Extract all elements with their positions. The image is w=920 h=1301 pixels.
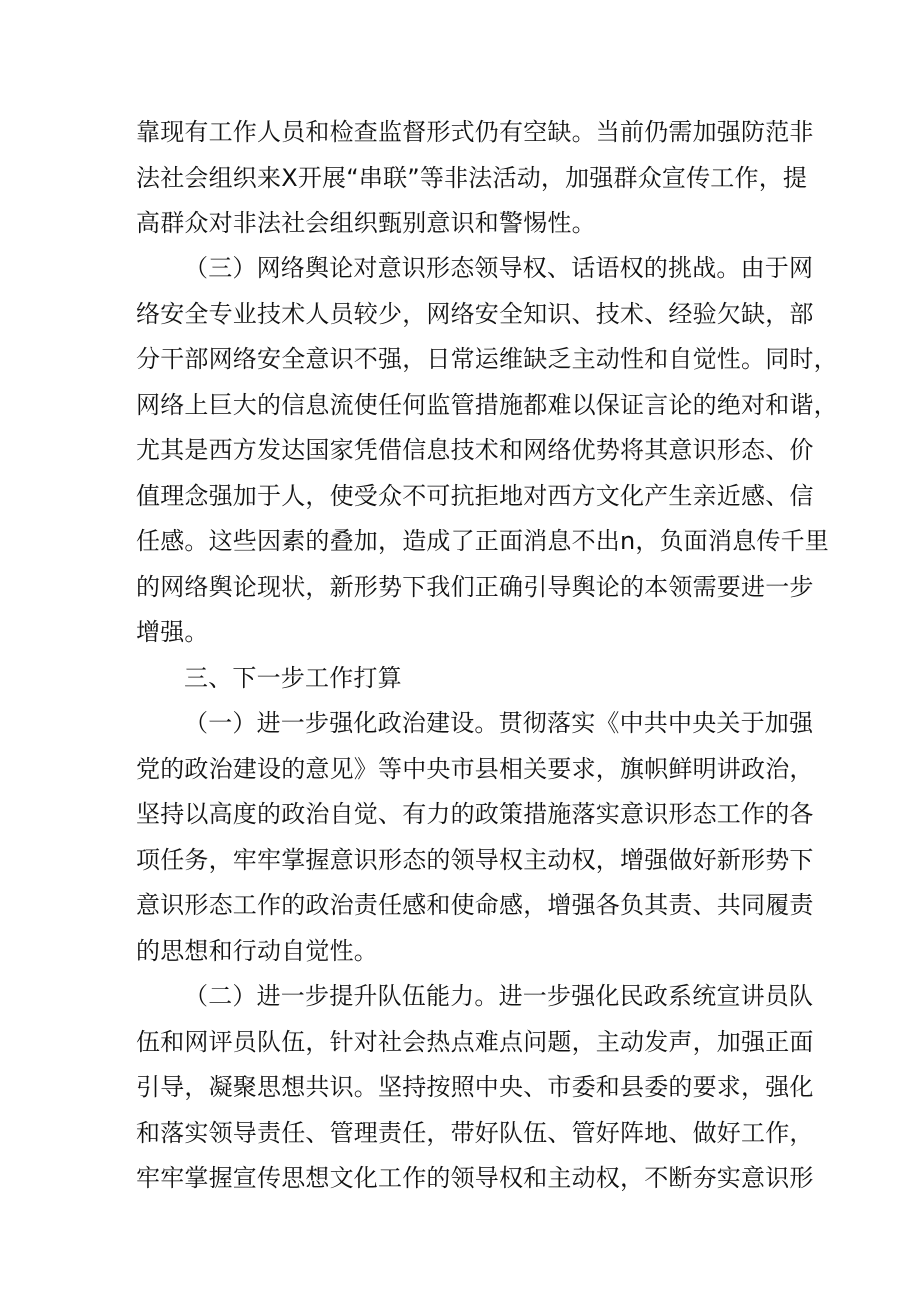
- body-text-line: 增强。: [136, 618, 209, 646]
- body-text-line: 牢牢掌握宣传思想文化工作的领导权和主动权，不断夯实意识形: [136, 1164, 814, 1192]
- body-text-line: 的网络舆论现状，新形势下我们正确引导舆论的本领需要进一步: [136, 573, 814, 601]
- section-paragraph-start: （一）进一步强化政治建设。贯彻落实《中共中央关于加强: [184, 709, 814, 737]
- body-text-line: 法社会组织来X开展“串联”等非法活动，加强群众宣传工作，提: [136, 164, 808, 192]
- body-text-line: 伍和网评员队伍，针对社会热点难点问题，主动发声，加强正面: [136, 1028, 814, 1056]
- body-text-line: 意识形态工作的政治责任感和使命感，增强各负其责、共同履责: [136, 891, 814, 919]
- body-text-line: 尤其是西方发达国家凭借信息技术和网络优势将其意识形态、价: [136, 436, 814, 464]
- section-paragraph-start: （二）进一步提升队伍能力。进一步强化民政系统宣讲员队: [184, 982, 814, 1010]
- body-text-line: 引导，凝聚思想共识。坚持按照中央、市委和县委的要求，强化: [136, 1073, 814, 1101]
- body-text-line: 络安全专业技术人员较少，网络安全知识、技术、经验欠缺，部: [136, 300, 814, 328]
- body-text-line: 项任务，牢牢掌握意识形态的领导权主动权，增强做好新形势下: [136, 846, 814, 874]
- body-text-line: 高群众对非法社会组织甄别意识和警惕性。: [136, 209, 596, 237]
- body-text-line: 的思想和行动自觉性。: [136, 937, 378, 965]
- body-text-line: 和落实领导责任、管理责任，带好队伍、管好阵地、做好工作，: [136, 1119, 814, 1147]
- body-text-line: 值理念强加于人，使受众不可抗拒地对西方文化产生亲近感、信: [136, 482, 814, 510]
- body-text-line: 分干部网络安全意识不强，日常运维缺乏主动性和自觉性。同时，: [136, 345, 838, 373]
- body-text-line: 坚持以高度的政治自觉、有力的政策措施落实意识形态工作的各: [136, 800, 814, 828]
- body-text-line: 党的政治建设的意见》等中央市县相关要求，旗帜鲜明讲政治，: [136, 755, 814, 783]
- section-heading: 三、下一步工作打算: [184, 664, 402, 692]
- body-text-line: 靠现有工作人员和检查监督形式仍有空缺。当前仍需加强防范非: [136, 118, 814, 146]
- body-text-line: 网络上巨大的信息流使任何监管措施都难以保证言论的绝对和谐，: [136, 391, 838, 419]
- body-text-line: 任感。这些因素的叠加，造成了正面消息不出n，负面消息传千里: [136, 527, 830, 555]
- section-paragraph-start: （三）网络舆论对意识形态领导权、话语权的挑战。由于网: [184, 254, 814, 282]
